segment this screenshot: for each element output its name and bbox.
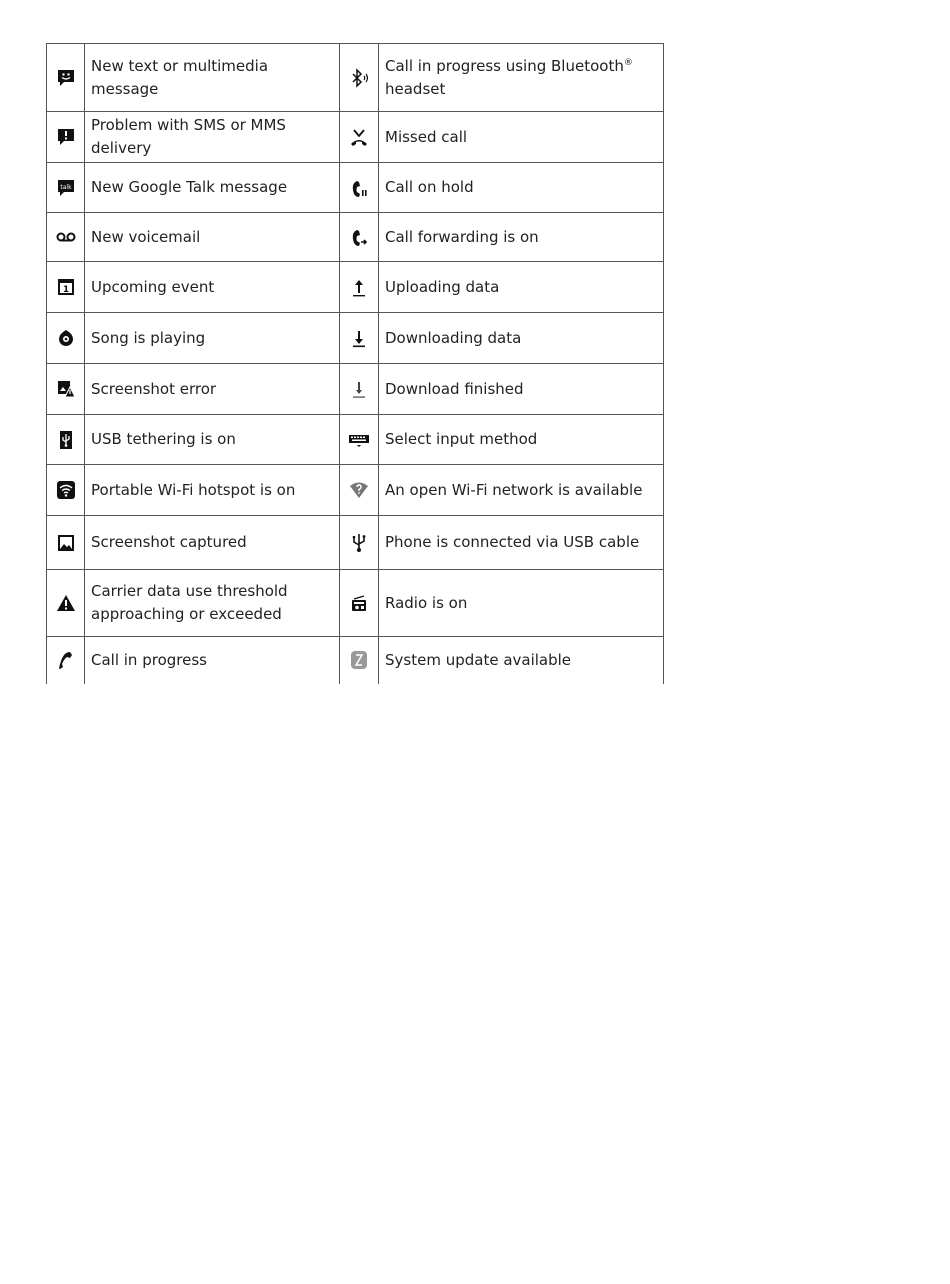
warning-icon: [56, 593, 76, 613]
row-label-left: Call in progress: [85, 637, 340, 684]
row-label-right: Select input method: [379, 415, 664, 465]
calendar-icon: [56, 277, 76, 297]
upload-icon: [349, 277, 369, 297]
table-row: [47, 570, 664, 637]
message-alert-icon: [56, 127, 76, 147]
keyboard-icon: [349, 430, 369, 450]
status-icon-table: [46, 43, 664, 684]
row-label-left: Screenshot error: [85, 364, 340, 415]
download-finished-icon: [349, 379, 369, 399]
row-label-right: Radio is on: [379, 570, 664, 637]
table-row: [47, 112, 664, 163]
row-label-left: Portable Wi-Fi hotspot is on: [85, 465, 340, 516]
talk-icon-text: talk: [59, 183, 72, 191]
wifi-hotspot-icon: [56, 480, 76, 500]
missed-call-icon: [349, 127, 369, 147]
row-label-right: Phone is connected via USB cable: [379, 516, 664, 570]
download-icon: [349, 328, 369, 348]
voicemail-icon: [56, 227, 76, 247]
radio-icon: [349, 593, 369, 613]
row-label-left: Carrier data use threshold approaching or exceeded: [85, 570, 340, 637]
table-row: [47, 313, 664, 364]
table-row: [47, 415, 664, 465]
table-row: [47, 516, 664, 570]
table-row: [47, 637, 664, 684]
row-label-right: Download finished: [379, 364, 664, 415]
table-row: [47, 44, 664, 112]
system-update-icon: [349, 650, 369, 670]
table-row: [47, 262, 664, 313]
row-label-right: An open Wi-Fi network is available: [379, 465, 664, 516]
row-label-right: Call on hold: [379, 163, 664, 213]
calendar-icon-text: 1: [62, 285, 69, 295]
row-label-right: Uploading data: [379, 262, 664, 313]
row-label-left: Problem with SMS or MMS delivery: [85, 112, 340, 163]
call-forward-icon: [349, 227, 369, 247]
row-label-right: Call in progress using Bluetooth® headset: [379, 44, 664, 112]
table-row: [47, 213, 664, 262]
message-icon: [56, 68, 76, 88]
row-label-left: Screenshot captured: [85, 516, 340, 570]
call-icon: [56, 650, 76, 670]
row-label-right: Call forwarding is on: [379, 213, 664, 262]
row-label-left: New voicemail: [85, 213, 340, 262]
call-hold-icon: [349, 178, 369, 198]
row-label-right: Missed call: [379, 112, 664, 163]
screenshot-icon: [56, 533, 76, 553]
row-label-left: USB tethering is on: [85, 415, 340, 465]
row-label-left: New Google Talk message: [85, 163, 340, 213]
usb-icon: [349, 533, 369, 553]
bluetooth-icon: [349, 68, 369, 88]
row-label-left: New text or multimedia message: [85, 44, 340, 112]
music-icon: [56, 328, 76, 348]
status-icon-table-wrapper: [46, 43, 664, 684]
talk-icon: [56, 178, 76, 198]
row-label-right: Downloading data: [379, 313, 664, 364]
row-label-right: System update available: [379, 637, 664, 684]
row-label-left: Song is playing: [85, 313, 340, 364]
table-row: [47, 163, 664, 213]
table-row: [47, 364, 664, 415]
usb-tether-icon: [56, 430, 76, 450]
row-label-left: Upcoming event: [85, 262, 340, 313]
table-row: [47, 465, 664, 516]
screenshot-error-icon: [56, 379, 76, 399]
open-wifi-icon: [349, 480, 369, 500]
